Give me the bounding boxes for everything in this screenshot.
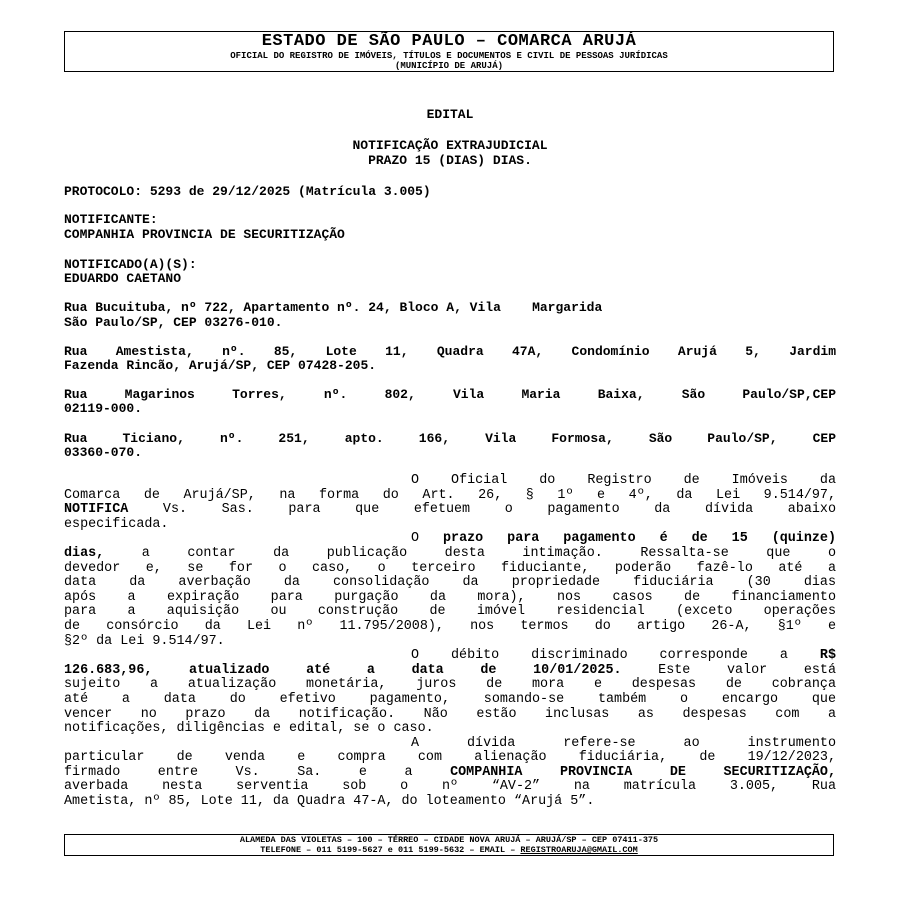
notification-body bbox=[64, 474, 836, 810]
protocol-line: PROTOCOLO: 5293 de 29/12/2025 (Matrícula 3.005) bbox=[64, 184, 431, 199]
paragraph-1-line-3 bbox=[64, 503, 836, 518]
paragraph-2-line-2-rest: a contar da publicação desta intimação. Ressalta-se que o bbox=[104, 545, 836, 561]
creditor-name: COMPANHIA PROVINCIA DE SECURITIZAÇÃO, bbox=[450, 764, 836, 780]
paragraph-4-line-4: averbada nesta serventia sob o nº “AV-2” na matrícula 3.005, Rua bbox=[64, 779, 836, 795]
debt-amount: 126.683,96, atualizado até a data de 10/01/2025. bbox=[64, 662, 622, 678]
address-4-line-1: Rua Ticiano, nº. 251, apto. 166, Vila Formosa, São Paulo/SP, CEP bbox=[64, 431, 836, 446]
address-3-line-2: 02119-000. bbox=[64, 401, 143, 416]
address-1-line-2: São Paulo/SP, CEP 03276-010. bbox=[64, 315, 283, 330]
paragraph-2-line-3: devedor e, se for o caso, o terceiro fiduciante, poderão fazê-lo até a bbox=[64, 560, 836, 576]
letterhead-municipality: (MUNICÍPIO DE ARUJÁ) bbox=[394, 61, 504, 71]
paragraph-1-line-2: Comarca de Arujá/SP, na forma do Art. 26, § 1º e 4º, da Lei 9.514/97, bbox=[64, 487, 836, 503]
paragraph-2-line-7: de consórcio da Lei nº 11.795/2008), nos termos do artigo 26-A, §1º e bbox=[64, 618, 836, 634]
paragraph-3-line-4: até a data do efetivo pagamento, somando-se também o encargo que bbox=[64, 691, 836, 707]
address-3-line-1: Rua Magarinos Torres, nº. 802, Vila Maria Baixa, São Paulo/SP,CEP bbox=[64, 387, 836, 402]
paragraph-2-line-1-lead: O bbox=[411, 531, 444, 547]
deadline-emphasis-end: dias, bbox=[64, 545, 105, 561]
address-2-line-2: Fazenda Rincão, Arujá/SP, CEP 07428-205. bbox=[64, 358, 377, 373]
paragraph-1-line-1: O Oficial do Registro de Imóveis da bbox=[411, 473, 836, 488]
address-4-line-2: 03360-070. bbox=[64, 445, 143, 460]
paragraph-2-line-4: data da averbação da consolidação da propriedade fiduciária (30 dias bbox=[64, 575, 836, 591]
address-1-line-1: Rua Bucuituba, nº 722, Apartamento nº. 24, Bloco A, Vila Margarida bbox=[64, 300, 603, 315]
paragraph-3-line-1-lead: O débito discriminado corresponde a bbox=[411, 648, 820, 664]
letterhead-title: ESTADO DE SÃO PAULO – COMARCA ARUJÁ bbox=[261, 32, 637, 51]
letterhead-subtitle: OFICIAL DO REGISTRO DE IMÓVEIS, TÍTULOS E DOCUMENTOS E CIVIL DE PESSOAS JURÍDICAS bbox=[230, 51, 668, 61]
paragraph-2-line-6: para a aquisição ou construção de imóvel residencial (exceto operações bbox=[64, 604, 836, 620]
paragraph-3-line-5: vencer no prazo da notificação. Não estão inclusas as despesas com a bbox=[64, 706, 836, 722]
paragraph-3-line-1 bbox=[64, 649, 836, 664]
paragraph-4-line-1: A dívida refere-se ao instrumento bbox=[411, 735, 836, 751]
paragraph-2-line-2 bbox=[64, 547, 836, 562]
paragraph-4-line-5: Ametista, nº 85, Lote 11, da Quadra 47-A, do loteamento “Arujá 5”. bbox=[64, 794, 595, 810]
paragraph-1-line-4: especificada. bbox=[64, 516, 169, 532]
letterhead bbox=[64, 31, 834, 72]
notified-name: EDUARDO CAETANO bbox=[64, 271, 182, 286]
paragraph-3-line-2-rest: Este valor está bbox=[621, 662, 836, 678]
edital-heading: EDITAL bbox=[426, 107, 474, 122]
notifica-keyword: NOTIFICA bbox=[64, 502, 129, 518]
footer-phone: TELEFONE – 011 5199-5627 e 011 5199-5632 – EMAIL – bbox=[260, 845, 521, 855]
paragraph-3-line-6: notificações, diligências e edital, se o caso. bbox=[64, 721, 434, 737]
paragraph-4-line-2: particular de venda e compra com alienação fiduciária, de 19/12/2023, bbox=[64, 750, 836, 766]
address-2-line-1: Rua Amestista, nº. 85, Lote 11, Quadra 47A, Condomínio Arujá 5, Jardim bbox=[64, 344, 836, 359]
deadline-emphasis: prazo para pagamento é de 15 (quinze) bbox=[443, 531, 836, 547]
paragraph-3-line-2 bbox=[64, 664, 836, 679]
notifier-name: COMPANHIA PROVINCIA DE SECURITIZAÇÃO bbox=[64, 227, 345, 242]
paragraph-2-line-1 bbox=[64, 532, 836, 547]
paragraph-4-line-3-lead: firmado entre Vs. Sa. e a bbox=[64, 764, 451, 780]
footer-address: ALAMEDA DAS VIOLETAS – 100 – TÉRREO – CIDADE NOVA ARUJÁ – ARUJÁ/SP – CEP 07411-375 bbox=[239, 835, 659, 845]
notified-label: NOTIFICADO(A)(S): bbox=[64, 257, 197, 272]
footer bbox=[64, 834, 834, 856]
paragraph-2-line-5: após a expiração para purgação da mora), nos casos de financiamento bbox=[64, 589, 836, 605]
notice-title: NOTIFICAÇÃO EXTRAJUDICIAL bbox=[352, 138, 548, 153]
paragraph-3-line-3: sujeito a atualização monetária, juros de mora e despesas de cobrança bbox=[64, 677, 836, 693]
notifier-label: NOTIFICANTE: bbox=[64, 212, 158, 227]
notice-deadline: PRAZO 15 (DIAS) DIAS. bbox=[368, 153, 532, 168]
footer-email-link[interactable]: REGISTROARUJA@GMAIL.COM bbox=[520, 845, 638, 855]
paragraph-4-line-3 bbox=[64, 766, 836, 781]
paragraph-2-line-8: §2º da Lei 9.514/97. bbox=[64, 633, 225, 649]
footer-contact bbox=[65, 845, 833, 855]
paragraph-1-line-3-rest: Vs. Sas. para que efetuem o pagamento da dívida abaixo bbox=[128, 502, 836, 518]
currency-symbol: R$ bbox=[819, 648, 836, 664]
